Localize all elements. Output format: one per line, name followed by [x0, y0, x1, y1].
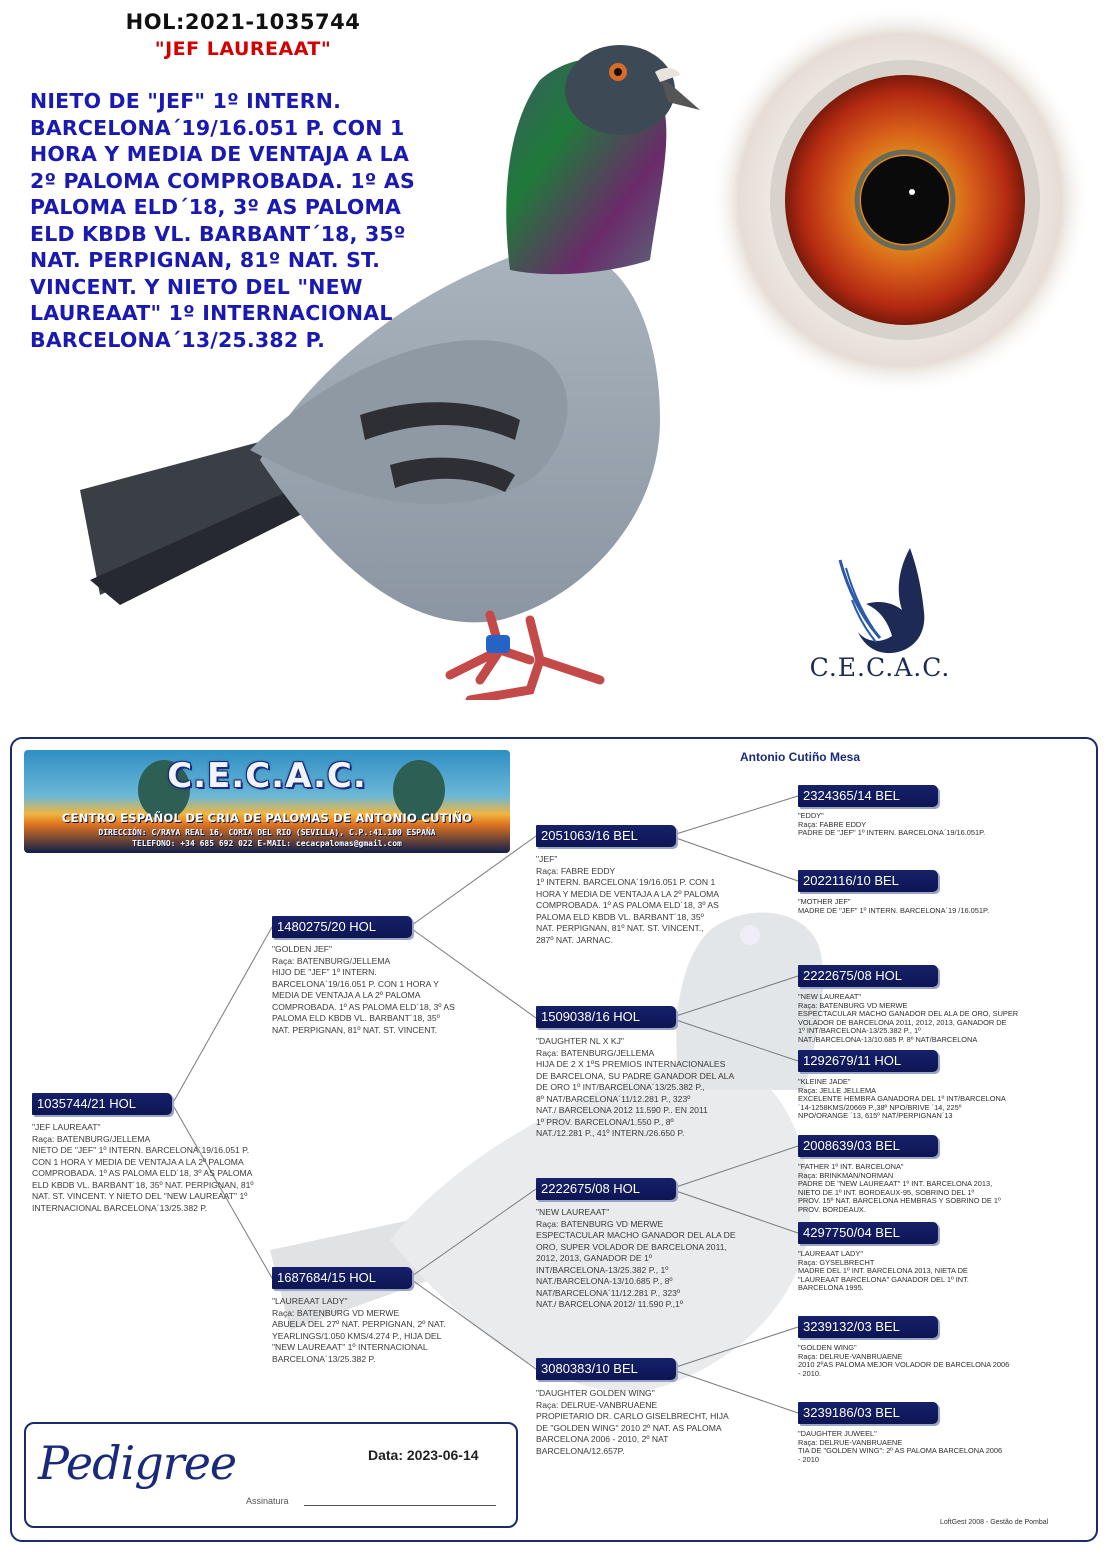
owner-name: Antonio Cutiño Mesa [740, 750, 860, 764]
software-credit: LoftGest 2008 - Gestão de Pombal [940, 1519, 1049, 1526]
sss-description: "EDDY" Raça: FABRE EDDY PADRE DE "JEF" 1º INTERN. BARCELONA´19/16.051P. [798, 811, 986, 838]
dds-description: "GOLDEN WING" Raça: DELRUE-VANBRUAENE 2010 2ºAS PALOMA MEJOR VOLADOR DE BARCELONA 2006 - 2010. [798, 1343, 1010, 1378]
dsd-id-box[interactable]: 4297750/04 BEL [798, 1222, 938, 1244]
sds-id-box[interactable]: 2222675/08 HOL [798, 965, 938, 987]
signature-line[interactable] [304, 1505, 496, 1506]
pedigree-wordmark: Pedigree [38, 1436, 237, 1490]
dss-id-box[interactable]: 2008639/03 BEL [798, 1135, 938, 1157]
banner-title: C.E.C.A.C. [167, 756, 367, 796]
banner-subtitle: CENTRO ESPAÑOL DE CRIA DE PALOMAS DE ANTONIO CUTIÑO [61, 811, 473, 825]
pedigree-headline: NIETO DE "JEF" 1º INTERN. BARCELONA´19/16.051 P. CON 1 HORA Y MEDIA DE VENTAJA A LA 2º PALOMA COMPROBADA. 1º AS PALOMA ELD´18, 3º AS PALOMA ELD KBDB VL. BARBANT´18, 35º NAT. PERPIGNAN, 81º NAT. ST. VINCENT. Y NIETO DEL "NEW LAUREAAT" 1º INTERNACIONAL BARCELONA´13/25.382 P. [30, 89, 415, 352]
signature-label: Assinatura [246, 1496, 289, 1506]
sds-description: "NEW LAUREAAT" Raça: BATENBURG VD MERWE ESPECTACULAR MACHO GANADOR DEL ALA DE ORO, SUPER VOLADOR DE BARCELONA 2011, 2012, 2013, GANADOR DE 1º INT/BARCELONA-13/25.382 P., 1º NAT./BARCELONA-13/10.685 P. 8º NAT/BARCELONA [798, 992, 1019, 1044]
pigeon-name: "JEF LAUREAAT" [154, 38, 332, 60]
sire-id-box[interactable]: 1480275/20 HOL [272, 916, 412, 938]
banner-contact: TELEFONO: +34 685 692 022 E-MAIL: cecacpalomas@gmail.com [132, 839, 402, 848]
banner-address: DIRECCIÓN: C/RAYA REAL 16, CORIA DEL RIO (SEVILLA), C.P.:41.100 ESPAÑA [98, 828, 436, 837]
dds-id-box[interactable]: 3239132/03 BEL [798, 1316, 938, 1338]
sire-sire-id-box[interactable]: 2051063/16 BEL [536, 825, 676, 847]
dam-sire-id-box[interactable]: 2222675/08 HOL [536, 1178, 676, 1200]
ssd-id-box[interactable]: 2022116/10 BEL [798, 870, 938, 892]
dam-sire-description: "NEW LAUREAAT" Raça: BATENBURG VD MERWE ESPECTACULAR MACHO GANADOR DEL ALA DE ORO, SUPER VOLADOR DE BARCELONA 2011, 2012, 2013, GANADOR DE 1º INT/BARCELONA-13/25.382 P., 1º NAT./BARCELONA-13/10.685 P., 8º NAT/BARCELONA´11/12.281 P., 323º NAT./ BARCELONA 2012/ 11.590 P.,1º [536, 1207, 736, 1309]
sire-sire-description: "JEF" Raça: FABRE EDDY 1º INTERN. BARCELONA´19/16.051 P. CON 1 HORA Y MEDIA DE VENTAJA A LA 2º PALOMA COMPROBADA. 1º AS PALOMA ELD´18, 3º AS PALOMA ELD KBDB VL. BARBANT´18, 35º NAT. PERPIGNAN, 81º NAT. ST. VINCENT., 287º NAT. JARNAC. [536, 854, 720, 945]
sire-dam-description: "DAUGHTER NL X KJ" Raça: BATENBURG/JELLEMA HIJA DE 2 X 1ºS PREMIOS INTERNACIONALES DE BARCELONA, SU PADRE GANADOR DEL ALA DE ORO 1º INT/BARCELONA´13/25.382 P., 8º NAT/BARCELONA´11/12.281 P., 323º NAT./ BARCELONA 2012 11.590 P.. EN 2011 1º PROV. BARCELONA/1.550 P., 8º NAT./12.281 P., 41º INTERN./26.650 P. [536, 1036, 735, 1138]
dam-description: "LAUREAAT LADY" Raça: BATENBURG VD MERWE ABUELA DEL 27º NAT. PERPIGNAN, 2º NAT. YEARLINGS/1.050 KMS/4.274 P., HIJA DEL "NEW LAUREAAT" 1º INTERNACIONAL BARCELONA´13/25.382 P. [272, 1296, 446, 1364]
sss-id-box[interactable]: 2324365/14 BEL [798, 785, 938, 807]
eye-photo [700, 0, 1090, 395]
sdd-id-box[interactable]: 1292679/11 HOL [798, 1050, 938, 1072]
dam-dam-id-box[interactable]: 3080383/10 BEL [536, 1358, 676, 1380]
dam-id-box[interactable]: 1687684/15 HOL [272, 1267, 412, 1289]
ring-number: HOL:2021-1035744 [125, 10, 361, 34]
date-label: Data: 2023-06-14 [368, 1447, 479, 1463]
cecac-logo-text: C.E.C.A.C. [809, 653, 951, 682]
sdd-description: "KLEINE JADE" Raça: JELLE JELLEMA EXCELENTE HEMBRA GANADORA DEL 1º INT/BARCELONA ´14-1258KMS/20669 P.,38º NPO/BRIVE ´14, 225º NPO/ORANGE ´13, 615º NAT/PERPIGNAN´13 [798, 1077, 1006, 1121]
sire-dam-id-box[interactable]: 1509038/16 HOL [536, 1006, 676, 1028]
dss-description: "FATHER 1º INT. BARCELONA" Raça: BRINKMAN/NORMAN PADRE DE "NEW LAUREAAT" 1º INT. BARCELONA 2013, NIETO DE 1º INT. BORDEAUX-95, SOBRINO DEL 1º PROV. 15º NAT. BARCELONA HEMBRAS Y SOBRINO DE 1º PROV. BORDEAUX. [798, 1162, 1001, 1214]
subject-id-box[interactable]: 1035744/21 HOL [32, 1093, 172, 1115]
sire-description: "GOLDEN JEF" Raça: BATENBURG/JELLEMA HIJO DE "JEF" 1º INTERN. BARCELONA´19/16.051 P. CON 1 HORA Y MEDIA DE VENTAJA A LA 2º PALOMA COMPROBADA. 1º AS PALOMA ELD´18, 3º AS PALOMA ELD KBDB VL. BARBANT´18, 35º NAT. PERPIGNAN, 81º NAT. ST. VINCENT. [272, 944, 455, 1035]
ddd-id-box[interactable]: 3239186/03 BEL [798, 1402, 938, 1424]
cecac-banner [24, 750, 510, 853]
ddd-description: "DAUGHTER JUWEEL" Raça: DELRUE-VANBRUAENE TIA DE "GOLDEN WING": 2º AS PALOMA BARCELONA 2006 - 2010 [798, 1429, 1003, 1464]
subject-description: "JEF LAUREAAT" Raça: BATENBURG/JELLEMA NIETO DE "JEF" 1º INTERN. BARCELONA´19/16.051 P. CON 1 HORA Y MEDIA DE VENTAJA A LA 2º PALOMA COMPROBADA. 1º AS PALOMA ELD´18, 3º AS PALOMA ELD KBDB VL. BARBANT´18, 35º NAT. PERPIGNAN, 81º NAT. ST. VINCENT. Y NIETO DEL "NEW LAUREAAT" 1º INTERNACIONAL BARCELONA´13/25.382 P. [32, 1122, 254, 1213]
ssd-description: "MOTHER JEF" MADRE DE "JEF" 1º INTERN. BARCELONA´19 /16.051P. [798, 897, 989, 915]
dam-dam-description: "DAUGHTER GOLDEN WING" Raça: DELRUE-VANBRUAENE PROPIETARIO DR. CARLO GISELBRECHT, HIJA DE "GOLDEN WING" 2010 2º NAT. AS PALOMA BARCELONA 2006 - 2010, 2º NAT BARCELONA/12.657P. [536, 1388, 729, 1456]
dsd-description: "LAUREAAT LADY" Raça: GYSELBRECHT MADRE DEL 1º INT. BARCELONA 2013, NIETA DE "LAUREAAT BARCELONA" GANADOR DEL 1º INT. BARCELONA 1995. [798, 1249, 969, 1293]
